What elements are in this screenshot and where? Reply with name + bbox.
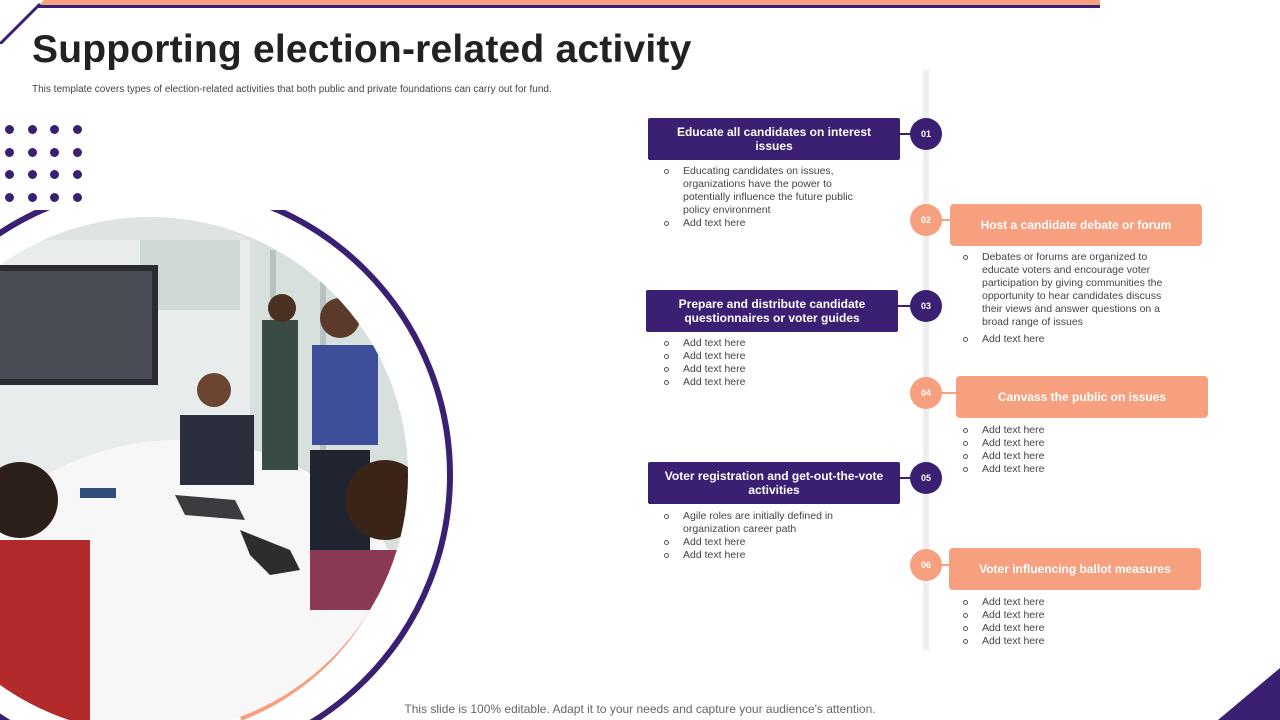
decorative-dot-grid <box>5 125 87 207</box>
bullet-item: Add text here <box>663 337 863 350</box>
step-06-heading: Voter influencing ballot measures <box>949 548 1201 590</box>
step-02-bullets <box>962 251 1177 346</box>
step-02-number: 02 <box>910 204 942 236</box>
step-05-bullets <box>663 510 863 562</box>
bullet-item: Add text here <box>962 437 1162 450</box>
step-06-bullets <box>962 596 1162 648</box>
bullet-item: Add text here <box>962 596 1162 609</box>
top-accent-line <box>36 5 1100 8</box>
bullet-item: Add text here <box>962 424 1162 437</box>
bullet-item: Add text here <box>962 333 1177 346</box>
meeting-photo <box>0 210 460 720</box>
bullet-item: Add text here <box>962 463 1162 476</box>
bullet-item: Add text here <box>962 622 1162 635</box>
bullet-item: Debates or forums are organized to educate voters and encourage voter participation by giving communities the opportunity to hear candidates discuss their views and answer questions on a broad range of issues <box>962 251 1177 329</box>
corner-accent-bottom-right <box>1218 668 1280 720</box>
step-01-number: 01 <box>910 118 942 150</box>
bullet-item: Add text here <box>962 450 1162 463</box>
step-03-number: 03 <box>910 290 942 322</box>
bullet-item: Agile roles are initially defined in organization career path <box>663 510 863 536</box>
step-04-number: 04 <box>910 377 942 409</box>
bullet-item: Add text here <box>663 217 863 230</box>
step-01-bullets <box>663 165 863 230</box>
step-02-heading: Host a candidate debate or forum <box>950 204 1202 246</box>
step-06-number: 06 <box>910 549 942 581</box>
slide-title: Supporting election-related activity <box>32 28 692 71</box>
slide-subtitle: This template covers types of election-related activities that both public and private foundations can carry out for fund. <box>32 84 552 95</box>
step-05-heading: Voter registration and get-out-the-vote activities <box>648 462 900 504</box>
step-04-bullets <box>962 424 1162 476</box>
bullet-item: Add text here <box>962 609 1162 622</box>
bullet-item: Add text here <box>663 376 863 389</box>
bullet-item: Add text here <box>962 635 1162 648</box>
footer-note: This slide is 100% editable. Adapt it to your needs and capture your audience's attention. <box>404 702 876 716</box>
bullet-item: Add text here <box>663 363 863 376</box>
step-04-heading: Canvass the public on issues <box>956 376 1208 418</box>
bullet-item: Add text here <box>663 549 863 562</box>
step-03-bullets <box>663 337 863 389</box>
step-05-number: 05 <box>910 462 942 494</box>
bullet-item: Add text here <box>663 350 863 363</box>
bullet-item: Add text here <box>663 536 863 549</box>
step-01-heading: Educate all candidates on interest issues <box>648 118 900 160</box>
bullet-item: Educating candidates on issues, organizations have the power to potentially influence the future public policy environment <box>663 165 863 217</box>
step-03-heading: Prepare and distribute candidate questionnaires or voter guides <box>646 290 898 332</box>
